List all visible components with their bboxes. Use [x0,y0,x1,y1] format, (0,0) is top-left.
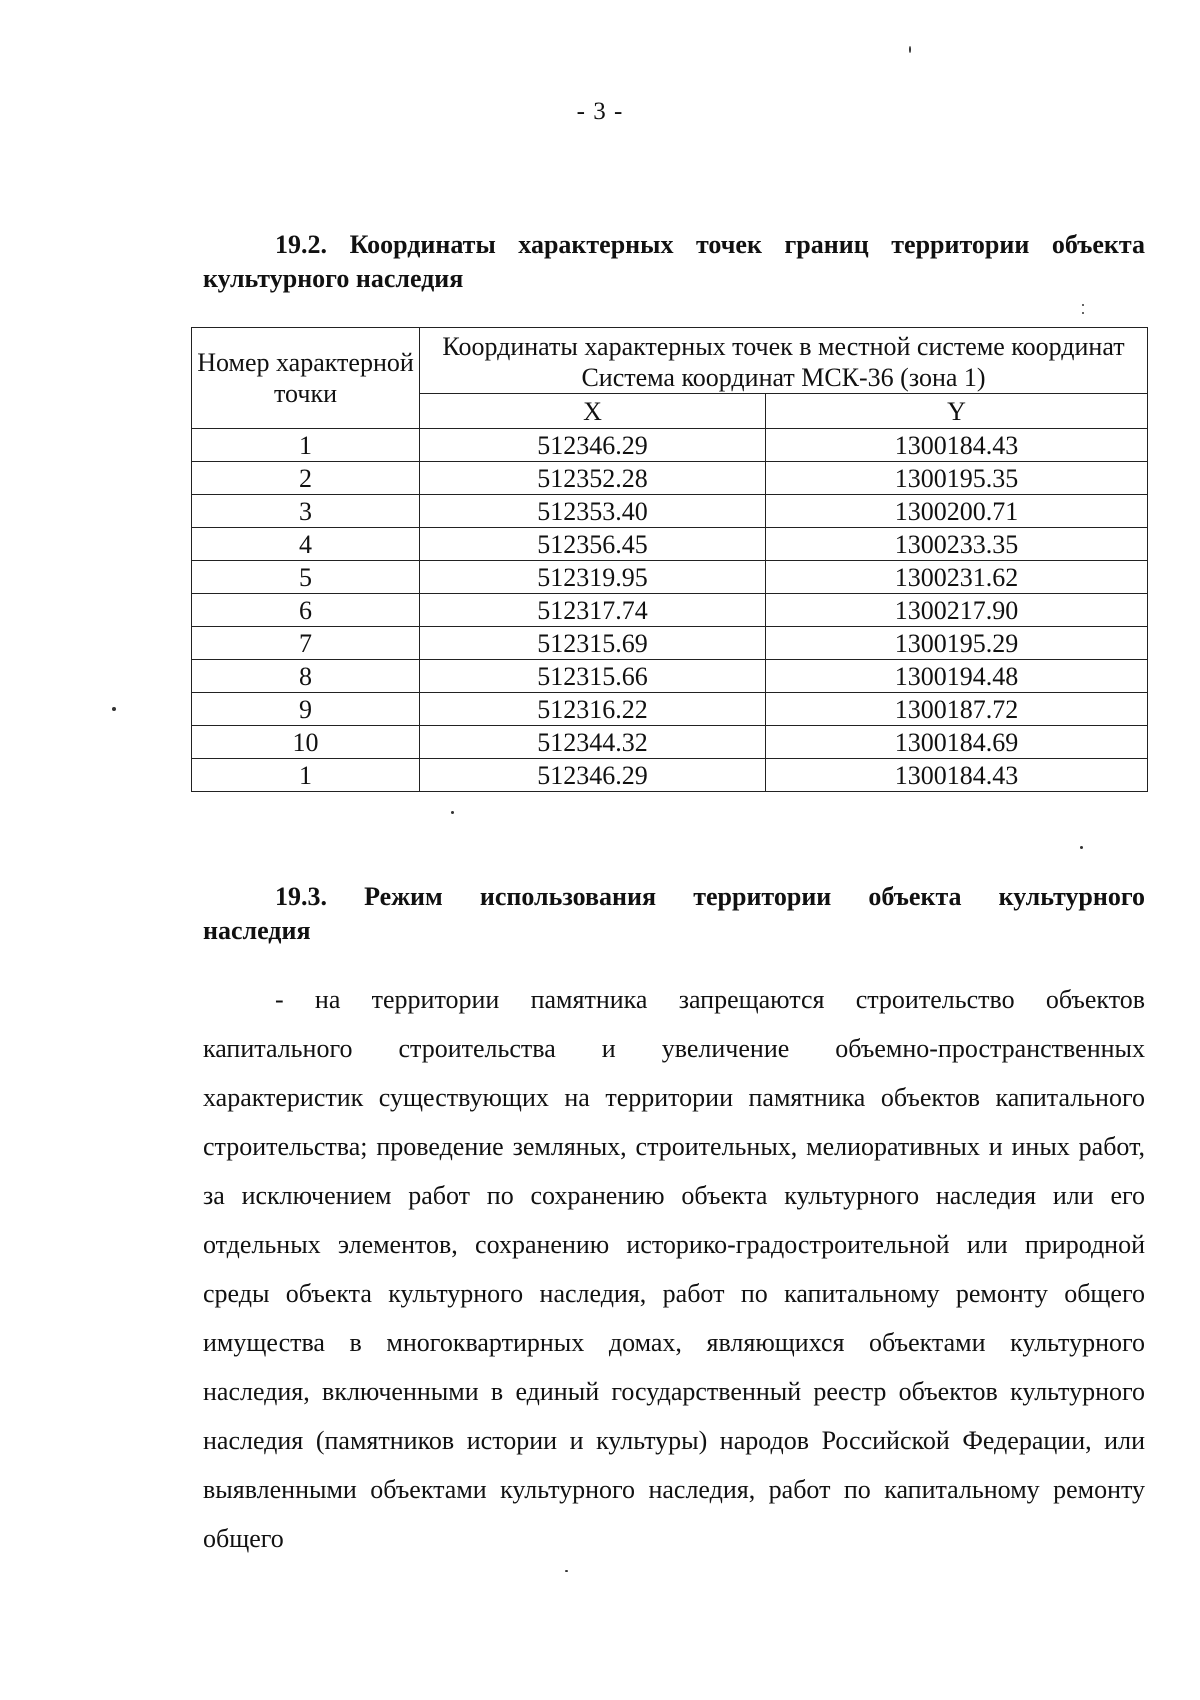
cell-x: 512316.22 [420,693,766,726]
section-title: Координаты характерных точек границ территории объекта культурного наследия [203,230,1146,293]
cell-x: 512346.29 [420,429,766,462]
header-point-number: Номер характерной точки [192,328,420,429]
scan-speck [112,707,116,711]
cell-y: 1300233.35 [766,528,1148,561]
table-row [192,462,1148,495]
page-number: - 3 - [576,98,624,125]
coordinates-table [191,327,1148,792]
cell-y: 1300187.72 [766,693,1148,726]
section-heading-line2: наследия [203,916,311,945]
cell-y: 1300194.48 [766,660,1148,693]
table-row [192,693,1148,726]
section-number: 19.2. [275,230,327,259]
table-row [192,561,1148,594]
paragraph-indent [203,985,275,1014]
cell-y: 1300217.90 [766,594,1148,627]
cell-y: 1300184.69 [766,726,1148,759]
heading-word: территории [693,882,832,911]
cell-point: 10 [192,726,420,759]
table-row [192,528,1148,561]
body-paragraph [203,975,1145,1563]
heading-word: Режим [364,882,443,911]
header-y: Y [766,394,1148,429]
table-row [192,594,1148,627]
cell-point: 7 [192,627,420,660]
scan-speck [1080,846,1083,849]
cell-x: 512353.40 [420,495,766,528]
cell-point: 6 [192,594,420,627]
table-row [192,627,1148,660]
cell-x: 512315.66 [420,660,766,693]
section-heading-19-2 [203,228,1145,296]
cell-point: 3 [192,495,420,528]
cell-y: 1300184.43 [766,759,1148,792]
table-row [192,726,1148,759]
section-number: 19.3. [275,882,327,911]
cell-x: 512315.69 [420,627,766,660]
cell-point: 9 [192,693,420,726]
cell-y: 1300195.29 [766,627,1148,660]
heading-word: культурного [998,882,1145,911]
cell-point: 1 [192,429,420,462]
cell-y: 1300231.62 [766,561,1148,594]
header-coordinates-line2: Система координат МСК-36 (зона 1) [581,363,986,392]
coordinates-table-body [192,429,1148,792]
table-row [192,429,1148,462]
section-heading-line1 [203,880,1145,914]
scan-speck [909,46,911,53]
header-coordinates [420,328,1148,394]
cell-x: 512352.28 [420,462,766,495]
scan-speck [1082,312,1084,314]
heading-word: использования [479,882,657,911]
cell-y: 1300184.43 [766,429,1148,462]
cell-point: 2 [192,462,420,495]
header-x: X [420,394,766,429]
scan-speck [565,1570,568,1572]
cell-x: 512356.45 [420,528,766,561]
cell-x: 512344.32 [420,726,766,759]
cell-point: 5 [192,561,420,594]
paragraph-text: - на территории памятника запрещаются строительство объектов капитального строительства и увеличение объемно-пространственных характеристик существующих на территории памятника объектов капитального строительства; проведение земляных, строительных, мелиоративных и иных работ, за исключением работ по сохранению объекта культурного наследия или его отдельных элементов, сохранению историко-градостроительной или природной среды объекта культурного наследия, работ по капитальному ремонту общего имущества в многоквартирных домах, являющихся объектами культурного наследия, включенными в единый государственный реестр объектов культурного наследия (памятников истории и культуры) народов Российской Федерации, или выявленными объектами культурного наследия, работ по капитальному ремонту общего [203,985,1145,1553]
table-row [192,759,1148,792]
table-row [192,660,1148,693]
header-coordinates-line1: Координаты характерных точек в местной системе координат [442,332,1125,361]
heading-word: объекта [868,882,962,911]
table-row [192,495,1148,528]
scan-speck [451,811,454,814]
cell-y: 1300200.71 [766,495,1148,528]
scan-speck [1082,304,1084,306]
cell-x: 512346.29 [420,759,766,792]
cell-point: 8 [192,660,420,693]
cell-y: 1300195.35 [766,462,1148,495]
cell-point: 1 [192,759,420,792]
section-heading-19-3 [203,880,1145,948]
cell-x: 512319.95 [420,561,766,594]
cell-point: 4 [192,528,420,561]
cell-x: 512317.74 [420,594,766,627]
